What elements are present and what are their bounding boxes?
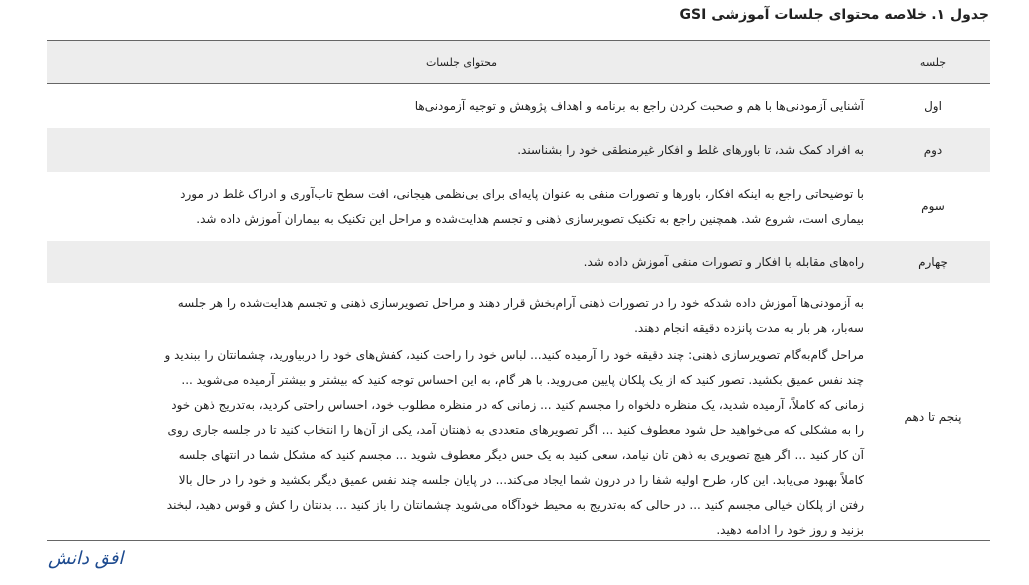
session-content: با توضیحاتی راجع به اینکه افکار، باورها و تصورات منفی به عنوان پایه‌ای برای بی‌نظمی هیجانی، افت سطح تاب‌آوری و ادراک غلط در مورد بیماری است، شروع شد. همچنین راجع به تکنیک تصویرسازی ذهنی و تجسم هدایت‌شده و مراحل این تکنیک به بیماران آموزش داده شد. (180, 186, 864, 226)
session-content-paragraph: به آزمودنی‌ها آموزش داده شدکه خود را در تصورات ذهنی آرام‌بخش قرار دهند و مراحل تصویرسازی ذهنی و تجسم هدایت‌شده را هر جلسه سه‌بار، هر بار به مدت پانزده دقیقه انجام دهند. (177, 296, 864, 335)
session-content: آشنایی آزمودنی‌ها با هم و صحبت کردن راجع به برنامه و اهداف پژوهش و توجیه آزمودنی‌ها (414, 98, 864, 113)
table-row (47, 172, 990, 241)
session-content-paragraph: مراحل گام‌به‌گام تصویرسازی ذهنی: چند دقیقه خود را آرمیده کنید... لباس خود را راحت کنید، کفش‌های خود را دربیاورید، چشمانتان را ببندید و چند نفس عمیق بکشید. تصور کنید که از یک پلکان پایین می‌روید. با هر گام، به این احساس توجه کنید که بیشتر و بیشتر آرمیده می‌شوید ... زمانی که کاملاً، آرمیده شدید، یک منظره دلخواه را مجسم کنید ... زمانی که در منظره مطلوب خود، احساس راحتی کردید، به‌تدریج ذهن خود را به مشکلی که می‌خواهید حل شود معطوف کنید ... اگر تصویرهای متعددی به ذهنتان آمد، یکی از آن‌ها را انتخاب کنید تا در جلسه جاری روی آن کار کنید ... اگر هیچ تصویری به ذهن تان نیامد، سعی کنید به یک حس دیگر معطوف شوید ... مجسم کنید که مشکل شما در انتهای جلسه کاملاً بهبود می‌یابد. این کار، طرح اولیه شفا را در درون شما ایجاد می‌کند... در پایان جلسه چند نفس عمیق دیگر بکشید و خود را در حال بالا رفتن از پلکان خیالی مجسم کنید ... در حالی که به‌تدریج به محیط خودآگاه می‌شوید چشمانتان را باز کنید ... بدنتان را کش و قوس دهید، لبخند بزنید و روز خود را ادامه دهید. (164, 348, 864, 537)
session-name: چهارم (876, 241, 990, 283)
header-content: محتوای جلسات (47, 41, 876, 84)
table-bottom-rule (47, 540, 990, 541)
table-row (47, 283, 990, 551)
sessions-table-container (47, 40, 990, 551)
session-content: به افراد کمک شد، تا باورهای غلط و افکار غیرمنطقی خود را بشناسند. (47, 128, 876, 172)
session-content: راه‌های مقابله با افکار و تصورات منفی آموزش داده شد. (47, 241, 876, 283)
header-session: جلسه (876, 41, 990, 84)
sessions-table (47, 40, 990, 551)
caption-title: خلاصه محتوای جلسات آموزشی GSI (679, 7, 928, 23)
session-name: پنجم تا دهم (904, 409, 962, 424)
session-content (47, 283, 876, 551)
session-name: اول (924, 98, 942, 113)
journal-logo: افق دانش (48, 548, 124, 569)
table-caption (40, 4, 989, 27)
session-name: دوم (876, 128, 990, 172)
caption-label: جدول ۱. (931, 7, 989, 23)
table-header-row (47, 41, 990, 84)
table-row (47, 84, 990, 129)
table-row (47, 128, 990, 172)
table-row (47, 241, 990, 283)
session-name: سوم (921, 199, 945, 213)
